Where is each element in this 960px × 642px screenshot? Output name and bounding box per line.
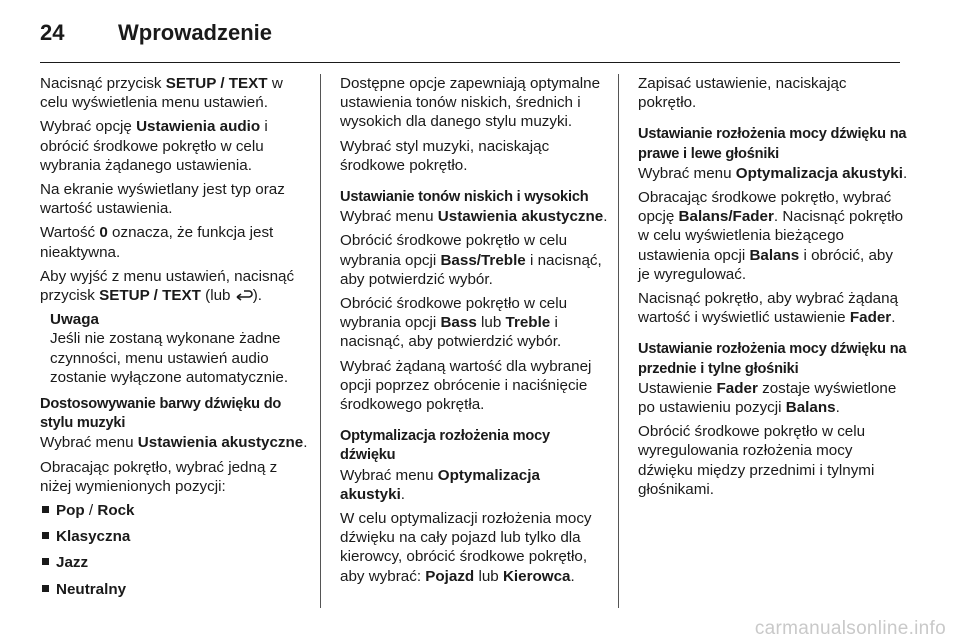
page-number: 24 bbox=[40, 20, 65, 45]
paragraph: Dostępne opcje zapewniają optymalne ustawienia tonów niskich, średnich i wysokich dla danego stylu muzyki. bbox=[340, 75, 601, 131]
section-heading: Dostosowywanie barwy dźwięku do stylu muzyki bbox=[40, 396, 282, 432]
section-heading: Ustawianie tonów niskich i wysokich bbox=[340, 189, 589, 206]
paragraph: Wybrać menu Optymalizacja akustyki. bbox=[340, 466, 540, 503]
paragraph: Ustawienie Fader zostaje wyświetlone po ustawieniu pozycji Balans. bbox=[638, 379, 897, 417]
column-3 bbox=[638, 74, 908, 504]
watermark: carmanualsonline.info bbox=[754, 618, 946, 639]
paragraph: Wybrać menu Ustawienia akustyczne. bbox=[340, 208, 608, 226]
list-item: Jazz bbox=[40, 553, 308, 572]
column-divider-2 bbox=[618, 74, 619, 608]
paragraph: Wartość 0 oznacza, że funkcja jest nieaktywna. bbox=[40, 224, 274, 261]
page-header bbox=[40, 20, 900, 56]
list-item: Pop / Rock bbox=[40, 501, 308, 520]
bullet-square-icon bbox=[42, 532, 49, 539]
paragraph: Obracając pokrętło, wybrać jedną z niżej wymienionych pozycji: bbox=[40, 458, 278, 495]
paragraph: Obrócić środkowe pokrętło w celu wyregulowania rozłożenia mocy dźwięku między przednimi i tylnymi głośnikami. bbox=[638, 423, 875, 498]
section-heading: Ustawianie rozłożenia mocy dźwięku na przednie i tylne głośniki bbox=[638, 341, 907, 377]
back-arrow-icon bbox=[235, 288, 253, 302]
paragraph: Obrócić środkowe pokrętło w celu wybrania opcji Bass lub Treble i nacisnąć, aby potwierdzić wybór. bbox=[340, 295, 568, 351]
paragraph: Na ekranie wyświetlany jest typ oraz wartość ustawienia. bbox=[40, 181, 285, 218]
header-rule bbox=[40, 62, 900, 63]
style-list bbox=[40, 501, 308, 599]
list-item: Neutralny bbox=[40, 580, 308, 599]
paragraph: Zapisać ustawienie, naciskając pokrętło. bbox=[638, 75, 847, 112]
paragraph: Wybrać styl muzyki, naciskając środkowe pokrętło. bbox=[340, 137, 550, 174]
paragraph: Nacisnąć przycisk SETUP / TEXT w celu wyświetlenia menu ustawień. bbox=[40, 75, 283, 112]
column-2 bbox=[340, 74, 608, 591]
note-title: Uwaga bbox=[50, 311, 99, 329]
list-item: Klasyczna bbox=[40, 527, 308, 546]
paragraph: Wybrać żądaną wartość dla wybranej opcji poprzez obrócenie i naciśnięcie środkowego pokrętła. bbox=[340, 357, 592, 414]
note-box bbox=[50, 310, 308, 387]
paragraph: Obracając środkowe pokrętło, wybrać opcję Balans/Fader. Nacisnąć pokrętło w celu wyświetlenia bieżącego ustawienia opcji Balans i obrócić, aby je wyregulować. bbox=[638, 189, 904, 283]
section-heading: Optymalizacja rozłożenia mocy dźwięku bbox=[340, 428, 550, 464]
paragraph: Nacisnąć pokrętło, aby wybrać żądaną wartość i wyświetlić ustawienie Fader. bbox=[638, 290, 899, 327]
paragraph: Wybrać opcję Ustawienia audio i obrócić środkowe pokrętło w celu wybrania żądanego ustawienia. bbox=[40, 118, 268, 174]
paragraph: Wybrać menu Ustawienia akustyczne. bbox=[40, 434, 308, 452]
section-heading: Ustawianie rozłożenia mocy dźwięku na prawe i lewe głośniki bbox=[638, 126, 907, 162]
paragraph: W celu optymalizacji rozłożenia mocy dźwięku na cały pojazd lub tylko dla kierowcy, obrócić środkowe pokrętło, aby wybrać: Pojazd lub Kierowca. bbox=[340, 510, 592, 585]
bullet-square-icon bbox=[42, 585, 49, 592]
paragraph: Aby wyjść z menu ustawień, nacisnąć przycisk SETUP / TEXT (lub ). bbox=[40, 267, 295, 305]
paragraph: Obrócić środkowe pokrętło w celu wybrania opcji Bass/Treble i nacisnąć, aby potwierdzić wybór. bbox=[340, 232, 602, 288]
column-1 bbox=[40, 74, 308, 606]
bullet-square-icon bbox=[42, 558, 49, 565]
bullet-square-icon bbox=[42, 506, 49, 513]
paragraph: Wybrać menu Optymalizacja akustyki. bbox=[638, 164, 908, 182]
column-divider-1 bbox=[320, 74, 321, 608]
note-text: Jeśli nie zostaną wykonane żadne czynności, menu ustawień audio zostanie wyłączone automatycznie. bbox=[50, 330, 289, 386]
page-title: Wprowadzenie bbox=[118, 20, 273, 45]
